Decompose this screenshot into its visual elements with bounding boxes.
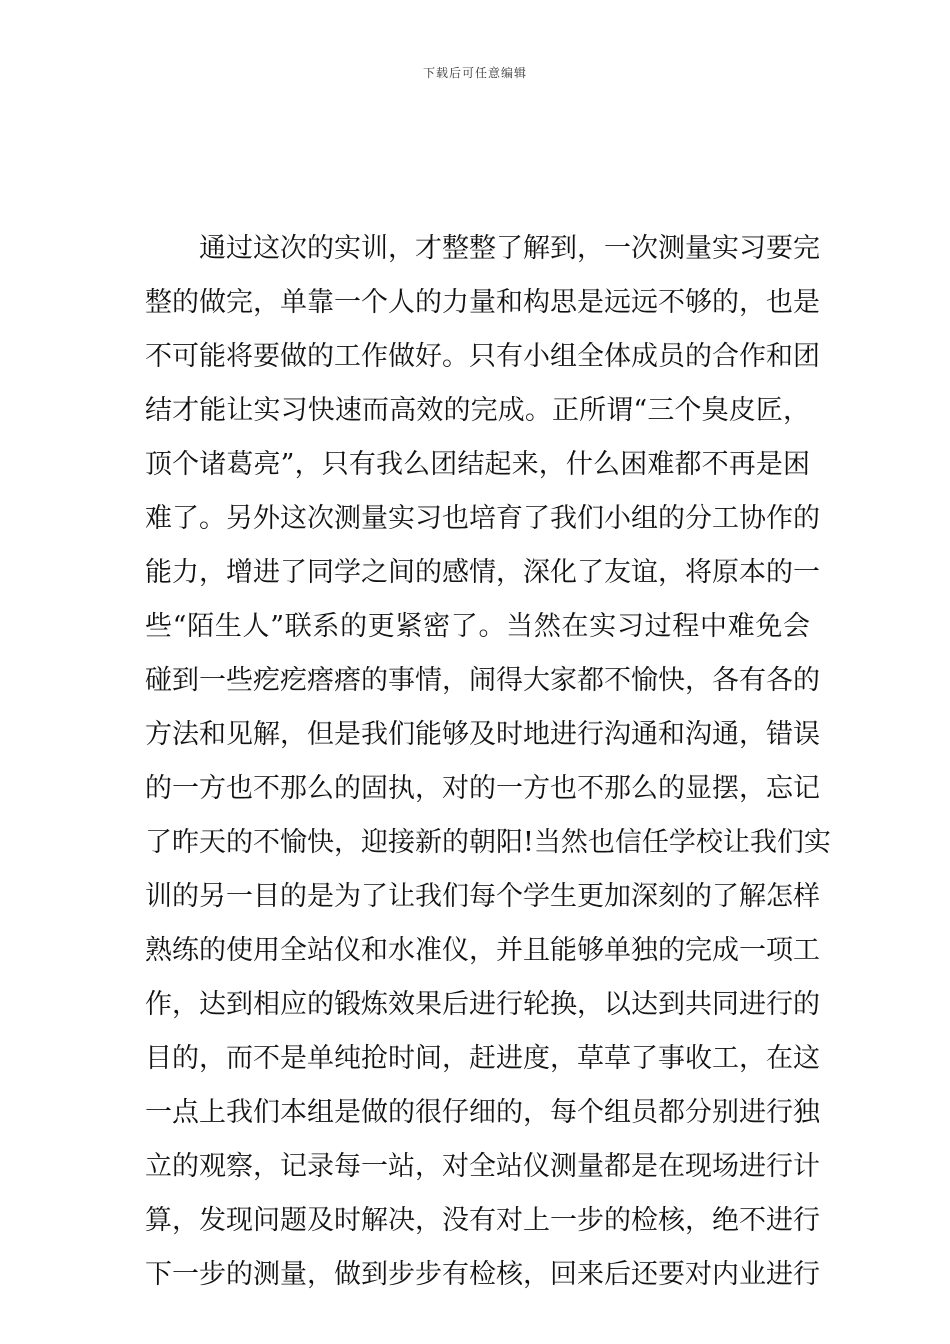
text-line: 方法和见解，但是我们能够及时地进行沟通和沟通，错误 xyxy=(145,719,820,750)
text-line: 目的，而不是单纯抢时间，赶进度，草草了事收工，在这 xyxy=(145,1043,820,1074)
page-header: 下载后可任意编辑 xyxy=(422,66,527,80)
text-line: 整的做完，单靠一个人的力量和构思是远远不够的，也是 xyxy=(145,287,820,318)
text-line: 下一步的测量，做到步步有检核，回来后还要对内业进行 xyxy=(145,1259,820,1290)
text-line: 一点上我们本组是做的很仔细的，每个组员都分别进行独 xyxy=(145,1097,820,1128)
text-line: 结才能让实习快速而高效的完成。正所谓“三个臭皮匠， xyxy=(145,395,810,426)
text-line: 训的另一目的是为了让我们每个学生更加深刻的了解怎样 xyxy=(145,881,820,912)
text-line: 的一方也不那么的固执，对的一方也不那么的显摆，忘记 xyxy=(145,773,820,804)
text-line: 了昨天的不愉快，迎接新的朝阳!当然也信任学校让我们实 xyxy=(145,827,831,858)
text-line: 算，发现问题及时解决，没有对上一步的检核，绝不进行 xyxy=(145,1205,820,1236)
text-line: 些“陌生人”联系的更紧密了。当然在实习过程中难免会 xyxy=(145,611,810,642)
body-paragraph xyxy=(145,222,831,1302)
text-line: 不可能将要做的工作做好。只有小组全体成员的合作和团 xyxy=(145,341,820,372)
text-line: 通过这次的实训，才整整了解到，一次测量实习要完 xyxy=(199,233,820,264)
text-line: 熟练的使用全站仪和水准仪，并且能够单独的完成一项工 xyxy=(145,935,820,966)
text-line: 顶个诸葛亮”，只有我么团结起来，什么困难都不再是困 xyxy=(145,449,810,480)
text-line: 难了。另外这次测量实习也培育了我们小组的分工协作的 xyxy=(145,503,820,534)
text-line: 能力，增进了同学之间的感情，深化了友谊，将原本的一 xyxy=(145,557,820,588)
text-line: 立的观察，记录每一站，对全站仪测量都是在现场进行计 xyxy=(145,1151,820,1182)
text-line: 碰到一些疙疙瘩瘩的事情，闹得大家都不愉快，各有各的 xyxy=(145,665,820,696)
text-line: 作，达到相应的锻炼效果后进行轮换，以达到共同进行的 xyxy=(145,989,820,1020)
